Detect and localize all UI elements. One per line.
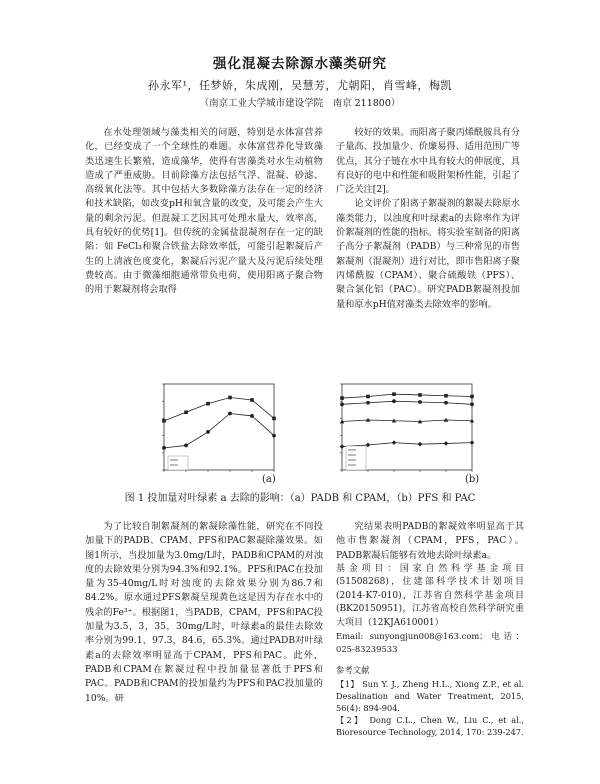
paragraph-results: 为了比较自制絮凝剂的絮凝除藻性能，研究在不同投加量下的PADB、CPAM、PFS和PAC絮凝除藻效果。如图1所示，当投加量为3.0mg/L时，PADB和CPAM的对浊度的去除效果分别为94.3%和92.1%。PFS和PAC在投加量为35-40mg/L时对浊度的去除效果分别为86.7和84.2%。原水通过PFS絮凝呈现黄色这是因为存在水中的残余的Fe³⁺。根据图1，当PADB，CPAM，PFS和PAC投加量为3.5，3，35，30mg/L时，叶绿素a的最佳去除效率分别为99.1，97.3，84.6，65.3%。通过PADB对叶绿素a的去除效率明显高于CPAM，PFS和PAC。此外，PADB和CPAM在絮凝过程中投加量显著低于PFS和PAC。PADB和CPAM的投加量约为PFS和PAC投加量的10%。研 <box>85 521 323 704</box>
paragraph-intro-cont: 较好的效果。而阳离子聚丙烯酰胺具有分子量高、投加量少、价廉易得、适用范围广等优点，其分子链在水中具有较大的伸展度，具有良好的电中和性能和吸附架桥性能，引起了广泛关注[2]。 <box>336 127 520 196</box>
figure-caption: 图 1 投加量对叶绿素 a 去除的影响：（a）PADB 和 CPAM，（b）PFS 和 PAC <box>124 493 476 504</box>
data-point <box>470 395 474 399</box>
paragraph-conclusion: 究结果表明PADB的絮凝效率明显高于其他市售絮凝剂（CPAM，PFS，PAC）。PADB絮凝后能够有效地去除叶绿素a。 <box>336 521 524 561</box>
paragraph-intro: 在水处理领域与藻类相关的问题，特别是水体富营养化，已经变成了一个全球性的难题。水体富营养化导致藻类迅速生长繁殖，造成藻华，使得有害藻类对水生动植物造成了严重威胁。目前除藻方法包括气浮、混凝、砂滤、高级氧化法等。其中包括大多数除藻方法存在一定的经济和技术缺陷，如改变pH和氧含量的改变，及可能会产生大量的剩余污泥。但混凝工艺因其可处理水量大，效率高，具有较好的优势[1]。但传统的金属盐混凝剂存在一定的缺陷：如 FeCl₃和聚合铁盐去除效率低，可能引起絮凝后产生的上清液色度变化，絮凝后污泥产量大及污泥后续处理费较高。由于微藻细胞通常带负电荷，使用阳离子聚合物的用于絮凝剂将会取得 <box>85 127 323 296</box>
affiliation: （南京工业大学城市建设学院 南京 211800） <box>199 98 401 109</box>
series-line-3 <box>342 420 472 422</box>
data-point <box>392 399 396 403</box>
series-line-1 <box>164 398 274 421</box>
column-3 <box>85 520 323 706</box>
references-heading: 参考文献 <box>336 665 370 676</box>
data-point <box>250 398 254 402</box>
data-point <box>162 419 166 423</box>
series-line-1 <box>342 394 472 398</box>
data-point <box>444 394 448 398</box>
data-point <box>184 444 188 448</box>
data-point <box>470 440 475 445</box>
data-point <box>206 430 210 434</box>
panel-b-label: (b) <box>465 474 480 485</box>
data-point <box>418 442 423 447</box>
figure-panel-a <box>150 378 280 482</box>
funding-note: 基金项目：国家自然科学基金项目(51508268)，住建部科学技术计划项目(2014-K7-010)，江苏省自然科学基金项目(BK20150951)，江苏省高校自然科学研究重大项目（12KJA610001） <box>336 563 524 628</box>
data-point <box>184 410 188 414</box>
data-point <box>366 401 370 405</box>
data-point <box>418 400 422 404</box>
data-point <box>392 440 397 445</box>
paper-title: 强化混凝去除源水藻类研究 <box>213 56 387 72</box>
data-point <box>444 441 449 446</box>
contact-email: Email: sunyongjun008@163.com；电话：025-83239533 <box>336 631 524 654</box>
legend-box <box>346 446 366 470</box>
series-line-2 <box>342 401 472 404</box>
legend-box <box>168 456 188 470</box>
data-point <box>206 402 210 406</box>
data-point <box>340 402 344 406</box>
data-point <box>272 434 276 438</box>
figure-panel-b <box>328 378 478 482</box>
data-point <box>418 393 422 397</box>
data-point <box>228 396 232 400</box>
reference-1: 【1】 Sun Y. J., Zheng H.L., Xiong Z.P., et al. Desalination and Water Treatment, 2015, 56(4): 894-904. <box>336 678 524 713</box>
reference-2: 【2】 Dong C.L., Chen W., Liu C., et al., Bioresource Technology, 2014, 170: 239-247. <box>336 714 524 737</box>
data-point <box>340 396 344 400</box>
data-point <box>228 412 232 416</box>
data-point <box>340 444 345 449</box>
data-point <box>250 414 254 418</box>
column-1 <box>85 126 323 298</box>
data-point <box>470 402 474 406</box>
data-point <box>272 417 276 421</box>
data-point <box>392 392 396 396</box>
data-point <box>366 395 370 399</box>
data-point <box>366 443 371 448</box>
panel-a-label: (a) <box>262 474 276 485</box>
column-2 <box>336 126 520 312</box>
data-point <box>444 401 448 405</box>
series-line-2 <box>164 413 274 447</box>
column-4 <box>336 520 524 738</box>
authors: 孙永军¹，任梦娇，朱成刚，吴慧芳，尤朝阳，肖雪峰，梅凯 <box>148 79 452 92</box>
paragraph-objective: 论文评价了阳离子絮凝剂的絮凝去除原水藻类能力，以浊度和叶绿素a的去除率作为评价絮凝剂的性能的指标。将实验室制备的阳离子高分子絮凝剂（PADB）与三种常见的市售絮凝剂（混凝剂）进行对比，即市售阳离子聚丙烯酰胺（CPAM）、聚合硫酸铁（PFS）、聚合氯化铝（PAC）。研究PADB絮凝剂投加量和原水pH值对藻类去除效率的影响。 <box>336 198 520 310</box>
data-point <box>162 446 166 450</box>
